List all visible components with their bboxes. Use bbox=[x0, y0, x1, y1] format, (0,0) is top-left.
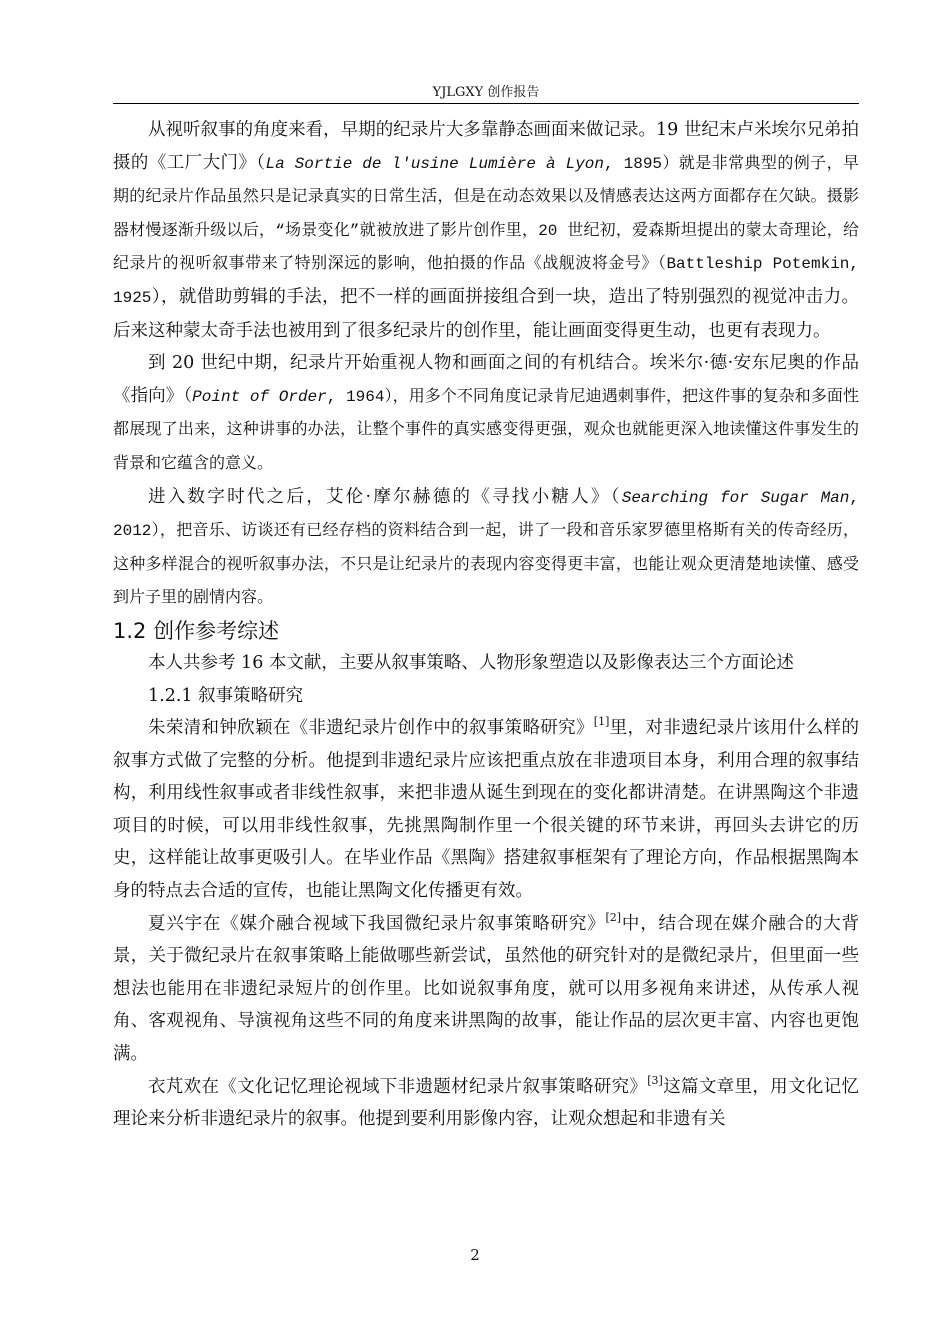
citation-marker: [3] bbox=[647, 1073, 663, 1087]
film-title: Searching for Sugar Man bbox=[621, 488, 850, 507]
film-title: Battleship Potemkin, 1925 bbox=[113, 255, 859, 307]
text-run: 夏兴宇在《媒介融合视域下我国微纪录片叙事策略研究》 bbox=[148, 913, 606, 934]
text-run: , 1895）就是非常典型的例子，早期的纪录片作品虽然只是记录真实的日常生活，但是在动态效果以及情感表达这两方面都存在欠缺。摄影器材慢逐渐升级以后，“场景变化”就被放进了影片创作里，20 世纪初，爱森斯坦提出的蒙太奇理论，给纪录片的视听叙事带来了特别深远的影响，他拍摄的作品《战舰波将金号》（ bbox=[113, 154, 859, 274]
paragraph-mid-century bbox=[113, 347, 859, 480]
citation-marker: [2] bbox=[605, 910, 622, 924]
text-run: 衣芃欢在《文化记忆理论视域下非遗题材纪录片叙事策略研究》 bbox=[148, 1076, 648, 1097]
paragraph-reference-1 bbox=[113, 712, 859, 908]
paragraph-digital-age bbox=[113, 481, 859, 615]
paragraph-visual-narrative-early bbox=[113, 114, 859, 347]
film-title: La Sortie de l'usine Lumière à Lyon bbox=[265, 154, 605, 173]
text-run: 从视听叙事的角度来看，早期的纪录片大多靠静态画面来做记录。19 世纪末卢米埃尔兄弟拍摄的《工厂大门》（ bbox=[113, 120, 859, 173]
text-run: 进入数字时代之后，艾伦·摩尔赫德的《寻找小糖人》（ bbox=[148, 486, 622, 507]
text-run: 朱荣清和钟欣颖在《非遗纪录片创作中的叙事策略研究》 bbox=[148, 718, 594, 739]
subsection-heading: 1.2.1 叙事策略研究 bbox=[148, 685, 304, 706]
header-rule bbox=[113, 103, 859, 104]
page-number: 2 bbox=[470, 1246, 480, 1264]
citation-marker: [1] bbox=[593, 715, 610, 729]
text-run: 中，结合现在媒介融合的大背景，关于微纪录片在叙事策略上能做哪些新尝试，虽然他的研究针对的是微纪录片，但里面一些想法也能用在非遗纪录短片的创作里。比如说叙事角度，就可以用多视角来讲述，从传承人视角、客观视角、导演视角这些不同的角度来讲黑陶的故事，能让作品的层次更丰富、内容也更饱满。 bbox=[113, 913, 860, 1065]
body-text bbox=[113, 114, 859, 1136]
film-title: Point of Order bbox=[192, 387, 327, 406]
text-run: 里，对非遗纪录片该用什么样的叙事方式做了完整的分析。他提到非遗纪录片应该把重点放在非遗项目本身，利用合理的叙事结构，利用线性叙事或者非线性叙事，来把非遗从诞生到现在的变化都讲清楚。在讲黑陶这个非遗项目的时候，可以用非线性叙事，先挑黑陶制作里一个很关键的环节来讲，再回头去讲它的历史，这样能让故事更吸引人。在毕业作品《黑陶》搭建叙事框架有了理论方向，作品根据黑陶本身的特点去合适的宣传，也能让黑陶文化传播更有效。 bbox=[113, 718, 860, 902]
text-run: , 1964），用多个不同角度记录肯尼迪遇刺事件，把这件事的复杂和多面性都展现了出来，这种讲事的办法，让整个事件的真实感变得更强，观众也就能更深入地读懂这件事发生的背景和它蕴含的意义。 bbox=[113, 387, 859, 473]
paragraph-reference-2 bbox=[113, 908, 859, 1071]
text-run: , 2012），把音乐、访谈还有已经存档的资料结合到一起，讲了一段和音乐家罗德里格斯有关的传奇经历，这种多样混合的视听叙事办法，不只是让纪录片的表现内容变得更丰富，也能让观众更清楚地读懂、感受到片子里的剧情内容。 bbox=[113, 488, 859, 608]
text-run: 到 20 世纪中期，纪录片开始重视人物和画面之间的有机结合。埃米尔·德·安东尼奥的作品《指向》（ bbox=[113, 353, 859, 406]
running-header: YJLGXY 创作报告 bbox=[432, 85, 540, 100]
section-intro: 本人共参考 16 本文献，主要从叙事策略、人物形象塑造以及影像表达三个方面论述 bbox=[148, 652, 794, 673]
text-run: ），就借助剪辑的手法，把不一样的画面拼接组合到一块，造出了特别强烈的视觉冲击力。后来这种蒙太奇手法也被用到了很多纪录片的创作里，能让画面变得更生动，也更有表现力。 bbox=[113, 286, 859, 341]
section-heading: 1.2 创作参考综述 bbox=[113, 618, 280, 643]
paragraph-reference-3 bbox=[113, 1071, 859, 1136]
text-run: 这篇文章里，用文化记忆理论来分析非遗纪录片的叙事。他提到要利用影像内容，让观众想起和非遗有关 bbox=[113, 1076, 859, 1130]
